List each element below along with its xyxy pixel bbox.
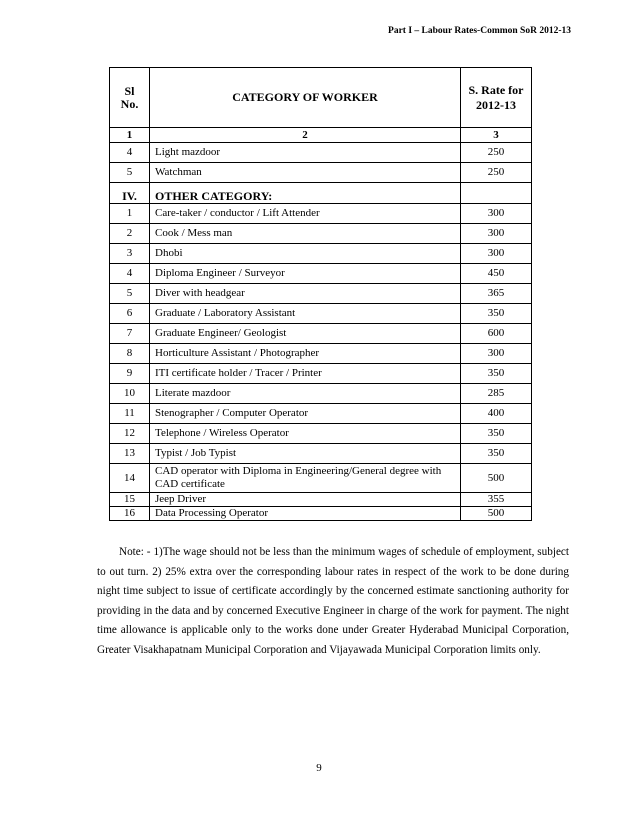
category-cell: Horticulture Assistant / Photographer bbox=[150, 344, 461, 364]
col-number-2: 2 bbox=[150, 128, 461, 143]
table-row bbox=[110, 404, 532, 424]
table-row bbox=[110, 264, 532, 284]
table-row bbox=[110, 163, 532, 183]
category-cell: ITI certificate holder / Tracer / Printer bbox=[150, 364, 461, 384]
category-cell: Dhobi bbox=[150, 244, 461, 264]
sl-cell: 9 bbox=[110, 364, 150, 384]
rate-cell: 300 bbox=[461, 244, 532, 264]
sl-cell: 15 bbox=[110, 493, 150, 507]
table-header-row bbox=[110, 68, 532, 128]
sl-cell: 4 bbox=[110, 143, 150, 163]
section-rate-cell bbox=[461, 183, 532, 204]
category-cell: Watchman bbox=[150, 163, 461, 183]
sl-cell: 2 bbox=[110, 224, 150, 244]
category-cell: Cook / Mess man bbox=[150, 224, 461, 244]
sl-cell: 12 bbox=[110, 424, 150, 444]
rate-cell: 350 bbox=[461, 304, 532, 324]
table-row bbox=[110, 384, 532, 404]
rate-cell: 365 bbox=[461, 284, 532, 304]
rate-cell: 250 bbox=[461, 163, 532, 183]
sl-cell: 5 bbox=[110, 284, 150, 304]
section-number: IV. bbox=[110, 183, 150, 204]
rate-cell: 300 bbox=[461, 224, 532, 244]
rate-cell: 300 bbox=[461, 344, 532, 364]
sl-cell: 8 bbox=[110, 344, 150, 364]
rate-cell: 350 bbox=[461, 424, 532, 444]
rate-cell: 450 bbox=[461, 264, 532, 284]
category-cell: Typist / Job Typist bbox=[150, 444, 461, 464]
table-row bbox=[110, 143, 532, 163]
table-row bbox=[110, 444, 532, 464]
category-cell: Light mazdoor bbox=[150, 143, 461, 163]
table-row bbox=[110, 364, 532, 384]
column-number-row bbox=[110, 128, 532, 143]
category-cell: Jeep Driver bbox=[150, 493, 461, 507]
category-cell: Graduate Engineer/ Geologist bbox=[150, 324, 461, 344]
col-number-1: 1 bbox=[110, 128, 150, 143]
col-header-category: CATEGORY OF WORKER bbox=[150, 68, 461, 128]
labour-rates-table bbox=[109, 67, 532, 521]
table-row bbox=[110, 324, 532, 344]
category-cell: Stenographer / Computer Operator bbox=[150, 404, 461, 424]
sl-cell: 3 bbox=[110, 244, 150, 264]
rate-cell: 600 bbox=[461, 324, 532, 344]
sl-cell: 14 bbox=[110, 464, 150, 493]
rate-cell: 300 bbox=[461, 204, 532, 224]
category-cell: Diploma Engineer / Surveyor bbox=[150, 264, 461, 284]
table-row bbox=[110, 244, 532, 264]
rate-cell: 355 bbox=[461, 493, 532, 507]
col-header-sl: Sl No. bbox=[110, 68, 150, 128]
section-title: OTHER CATEGORY: bbox=[150, 183, 461, 204]
table-row bbox=[110, 284, 532, 304]
sl-cell: 11 bbox=[110, 404, 150, 424]
col-number-3: 3 bbox=[461, 128, 532, 143]
page-number: 9 bbox=[316, 762, 322, 774]
running-header: Part I – Labour Rates-Common SoR 2012-13 bbox=[388, 26, 571, 36]
category-cell: Care-taker / conductor / Lift Attender bbox=[150, 204, 461, 224]
rate-cell: 250 bbox=[461, 143, 532, 163]
category-cell: Literate mazdoor bbox=[150, 384, 461, 404]
table-row bbox=[110, 493, 532, 507]
table-row bbox=[110, 224, 532, 244]
table-row bbox=[110, 304, 532, 324]
table-row bbox=[110, 464, 532, 493]
sl-cell: 4 bbox=[110, 264, 150, 284]
table-row bbox=[110, 204, 532, 224]
sl-cell: 10 bbox=[110, 384, 150, 404]
rate-cell: 400 bbox=[461, 404, 532, 424]
category-cell: Diver with headgear bbox=[150, 284, 461, 304]
category-cell: Data Processing Operator bbox=[150, 507, 461, 521]
rate-cell: 500 bbox=[461, 507, 532, 521]
table-row bbox=[110, 424, 532, 444]
category-cell: CAD operator with Diploma in Engineering/General degree with CAD certificate bbox=[150, 464, 461, 493]
rate-cell: 350 bbox=[461, 364, 532, 384]
rate-cell: 500 bbox=[461, 464, 532, 493]
sl-cell: 13 bbox=[110, 444, 150, 464]
sl-cell: 1 bbox=[110, 204, 150, 224]
col-header-rate: S. Rate for 2012-13 bbox=[461, 68, 532, 128]
table-row bbox=[110, 507, 532, 521]
sl-cell: 6 bbox=[110, 304, 150, 324]
category-cell: Graduate / Laboratory Assistant bbox=[150, 304, 461, 324]
sl-cell: 5 bbox=[110, 163, 150, 183]
rate-cell: 350 bbox=[461, 444, 532, 464]
table-row bbox=[110, 344, 532, 364]
sl-cell: 7 bbox=[110, 324, 150, 344]
rate-cell: 285 bbox=[461, 384, 532, 404]
section-row bbox=[110, 183, 532, 204]
category-cell: Telephone / Wireless Operator bbox=[150, 424, 461, 444]
note-paragraph: Note: - 1)The wage should not be less than the minimum wages of schedule of employment, subject to out turn. 2) 25% extra over the corresponding labour rates in respect of the work to be done during night time subject to issue of certificate accordingly by the concerned estimate sanctioning authority for providing in the data and by concerned Executive Engineer in charge of the work for payment. The night time allowance is applicable only to the works done under Greater Hyderabad Municipal Corporation, Greater Visakhapatnam Municipal Corporation and Vijayawada Municipal Corporation limits only. bbox=[97, 546, 569, 656]
sl-cell: 16 bbox=[110, 507, 150, 521]
